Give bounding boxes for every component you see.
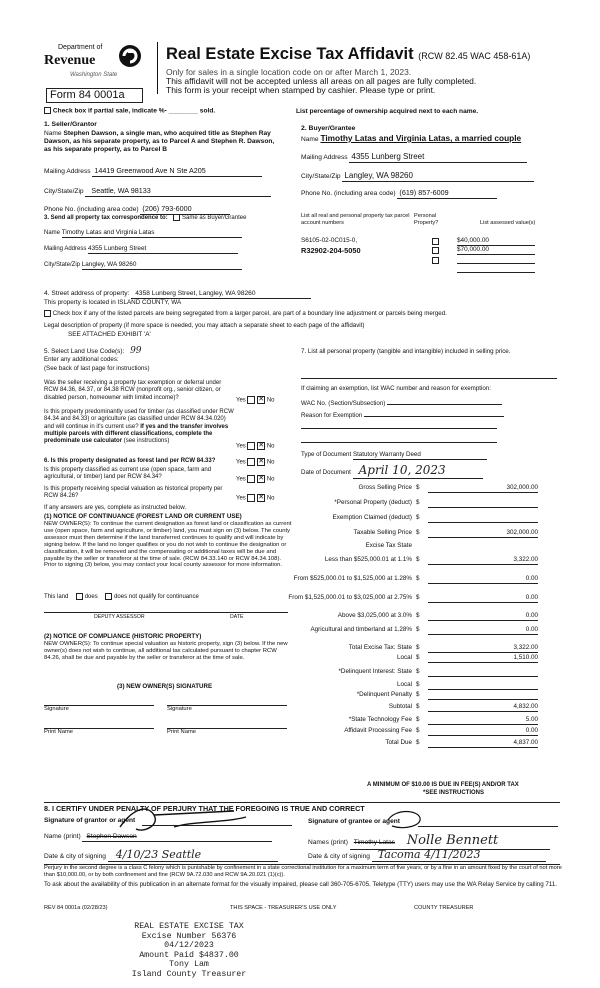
assessed-value[interactable] [457,256,535,264]
new-owner-sig-heading: (3) NEW OWNER(S) SIGNATURE [117,683,213,690]
corr-name-row [44,229,284,238]
corr-mailing-label: Mailing Address [44,246,87,252]
question-exemption-text: Was the seller receiving a property tax exemption or deferral under RCW 84.36, 84.37, or 84.38 RCW (nonprofit org., senior citizen, or disabled person, homeowner with limited income)? [44,380,222,401]
parcel-col2-header: Personal Property? [414,213,439,226]
assessed-value-extra[interactable] [457,271,535,273]
corr-city-value[interactable]: Langley, WA 98260 [82,261,242,270]
dollar-sign: $ [416,612,420,619]
partial-sale-row [44,107,215,115]
grantor-date-row [44,848,304,862]
header-divider [157,42,158,94]
name-print-label: Name (print) [44,833,81,840]
tax-row-amount[interactable]: 1,510.00 [428,654,538,663]
dor-emblem-icon [116,44,146,68]
yes-checkbox[interactable] [247,442,255,450]
tax-row-label: *Personal Property (deduct) [334,499,412,506]
doc-type-row [301,451,487,460]
perjury-note: Perjury in the second degree is a class C felony which is punishable by confinement in a state correctional institution for a maximum term of five years, or by a fine in an amount fixed by the court of not more than $10,000.00, or by both confinement and fine (RCW 9A.72.030 and RCW 9A.20.021 (1)(c)). [44,865,562,878]
tax-row-amount[interactable]: 0.00 [428,626,538,635]
buyer-city-value[interactable]: Langley, WA 98260 [342,171,534,182]
deputy-date-label: DATE [230,614,244,620]
tax-row-label: *Delinquent Interest: State [338,668,412,675]
tax-row [300,626,562,636]
grantee-signature-row [308,818,563,830]
reason-row [301,410,504,420]
tax-row-label: From $525,000.01 to $1,525,000 at 1.28% [293,575,412,582]
dollar-sign: $ [416,575,420,582]
seller-mailing-label: Mailing Address [44,168,91,175]
doc-date-label: Date of Document [301,469,351,476]
yes-label: Yes [236,459,246,466]
no-checkbox-checked[interactable]: ✕ [258,475,265,482]
parcel-col3-header: List assessed value(s) [480,220,536,226]
segregated-row [44,310,447,318]
county-treasurer: COUNTY TREASURER [414,905,474,911]
tax-row-label: Excise Tax State [365,542,412,549]
does-not-label: does not qualify for continuance [114,594,199,601]
treasurer-stamp [124,922,254,980]
located-text: This property is located in ISLAND COUNTY, WA [44,299,182,306]
names-print-handwritten: Nolle Bennett [406,833,499,848]
seller-city-value[interactable]: Seattle, WA 98133 [85,187,271,197]
deputy-assessor-line [44,612,288,620]
tax-row-label: Gross Selling Price [358,484,412,491]
yes-no-group [236,494,274,503]
no-checkbox-checked[interactable]: ✕ [258,442,265,449]
seller-city-row [44,187,284,197]
yes-no-group [236,475,274,484]
question-timber-text [44,409,234,446]
tax-row-label: *Delinquent Penalty [356,691,412,698]
question-current-use [44,467,294,482]
yes-checkbox[interactable] [247,494,255,502]
alt-format-note: To ask about the availability of this publication in an alternate format for the visually impaired, please call 360-705-6705. Teletype (TTY) users may use the WA Relay Service by calling 711. [44,881,558,888]
land-use-code[interactable]: 99 [130,346,142,356]
correspondence-heading: 3. Send all property tax correspondence to: [44,215,168,222]
tax-row [300,484,562,494]
percent-owner-note: List percentage of ownership acquired next to each name. [296,108,479,115]
no-checkbox-checked[interactable]: ✕ [258,458,265,465]
no-label: No [266,459,275,466]
assessed-value[interactable]: $70,000.00 [457,246,535,255]
tax-row [293,575,562,585]
tax-row-label: From $1,525,000.01 to $3,025,000 at 2.75% [288,594,412,601]
tax-row [300,691,562,701]
buyer-name-value[interactable]: Timothy Latas and Virginia Latas, a married couple [320,133,522,143]
continuance-heading: (1) NOTICE OF CONTINUANCE (FOREST LAND OR CURRENT USE) [44,513,242,520]
stamp-line1: REAL ESTATE EXCISE TAX [134,922,244,931]
corr-name-value[interactable]: Timothy Latas and Virginia Latas [62,229,242,238]
stamp-line5: Tony Lam [169,960,209,970]
tax-row-amount[interactable]: 0.00 [428,727,538,736]
tax-row [300,542,562,552]
see-back: (See back of last page for instructions) [44,365,150,372]
tax-row-amount[interactable]: 4,837.00 [428,739,538,748]
tax-row-amount[interactable] [428,691,538,700]
doc-date-value[interactable]: April 10, 2023 [353,463,483,479]
dollar-sign: $ [416,654,420,661]
corr-mailing-value[interactable]: 4355 Lunberg Street [88,245,238,254]
corr-city-row [44,261,284,270]
q2-text: Is this property predominantly used for timber (as classified under RCW 84.34 and 84.33) or agriculture (as classified under RCW 84.34.020) and will continue in it's current use? [44,409,234,430]
parcel-number[interactable]: R32902-204-5050 [301,246,361,255]
tax-row [300,654,562,664]
reason-input[interactable] [364,410,504,417]
buyer-mailing-label: Mailing Address [301,154,348,161]
buyer-phone-row [301,189,551,199]
personal-property-line[interactable] [301,378,557,379]
legal-exhibit: SEE ATTACHED EXHIBIT 'A' [68,331,151,338]
question-forest-text: 6. Is this property designated as forest land per RCW 84.33? [44,458,216,464]
tax-row-amount[interactable]: 4,832.00 [428,703,538,712]
tax-row [300,668,562,678]
new-owner-sig-row [44,705,289,715]
seller-name-block [44,130,282,154]
no-checkbox-checked[interactable]: ✕ [258,396,265,403]
tax-row-label: Taxable Selling Price [353,529,412,536]
street-row [44,290,564,299]
tax-row-amount[interactable] [428,668,538,677]
yes-no-group [236,442,274,451]
tax-row-amount[interactable]: 302,000.00 [428,529,538,538]
names-print-label: Names (print) [308,839,348,846]
grantee-signature-scribble [384,808,424,832]
seller-mailing-value[interactable]: 14419 Greenwood Ave N Ste A205 [92,167,262,177]
land-use-label: 5. Select Land Use Code(s): [44,348,125,355]
see-instructions-note: *SEE INSTRUCTIONS [423,790,485,796]
additional-codes: Enter any additional codes: [44,356,119,363]
no-checkbox-checked[interactable]: ✕ [258,494,265,501]
buyer-phone-value[interactable]: (619) 857-6009 [397,189,497,199]
dollar-sign: $ [416,681,420,688]
form-rcw: (RCW 82.45 WAC 458-61A) [418,51,531,61]
wac-label: WAC No. (Section/Subsection) [301,400,386,407]
print-name-label: Print Name [44,729,73,735]
corr-mailing-row [44,245,284,254]
does-label: does [84,594,98,601]
parcel-number[interactable]: S6105-02-0C015-0, [301,237,358,244]
tax-row [300,556,562,566]
date-city-label: Date & city of signing [44,853,106,860]
dept-line2: Revenue [44,53,96,68]
header-line2: This affidavit will not be accepted unless all areas on all pages are fully completed. [166,76,477,86]
tax-row-label: *State Technology Fee [348,716,412,723]
doc-type-label: Type of Document [301,451,352,458]
buyer-name-label: Name [301,136,319,143]
personal-property-label: 7. List all personal property (tangible and intangible) included in selling price. [301,348,511,355]
this-land-label: This land [44,594,69,601]
seller-name-value[interactable]: Stephen Dawson, a single man, who acquired title as Stephen Ray Dawson, as his separate property, as to Parcel A and Stephen R. Dawson, as his separate property, as to Parcel B [44,130,275,154]
signature-label: Signature [167,706,192,712]
form-number-box [46,88,143,103]
yes-label: Yes [236,443,246,450]
dollar-sign: $ [416,644,420,651]
name-print-value[interactable]: Stephen Dawson [82,833,272,842]
form-title-text: Real Estate Excise Tax Affidavit [166,45,414,63]
no-label: No [266,476,275,483]
question-historic [44,486,294,501]
parcel-col1-header: List all real and personal property tax parcel account numbers [301,213,410,226]
dollar-sign: $ [416,594,420,601]
min-fee-note: A MINIMUM OF $10.00 IS DUE IN FEE(S) AND/OR TAX [367,782,519,788]
tax-row-label: Above $3,025,000 at 3.0% [337,612,412,619]
same-as-buyer-checkbox[interactable] [173,214,180,221]
wac-row [301,398,502,408]
reason-label: Reason for Exemption [301,412,363,419]
treasurer-only: THIS SPACE - TREASURER'S USE ONLY [230,905,337,911]
corr-city-label: City/State/Zip [44,262,81,268]
grantor-signature-label: Signature of grantor or agent [44,817,136,824]
wac-input[interactable] [387,398,502,405]
dollar-sign: $ [416,703,420,710]
date-city-seller[interactable]: 4/10/23 Seattle [108,848,278,862]
corr-name-label: Name [44,230,61,236]
new-owner-print-row [44,728,289,738]
dollar-sign: $ [416,668,420,675]
tax-row [300,499,562,509]
seller-name-label: Name [44,130,62,137]
dollar-sign: $ [416,499,420,506]
no-label: No [266,495,275,502]
legal-description-label: Legal description of property (if more space is needed, you may attach a separate sheet to each page of the affidavit) [44,322,365,329]
continuance-body: NEW OWNER(S): To continue the current designation as forest land or classification as current use (open space, farm and agriculture, or timber) land, you must sign on (3) below. The county assessor must then determine if the land transferred continues to qualify and will indicate by signing below. If the land no longer qualifies or you do not wish to continue the designation or classification, it will be removed and the compensating or additional taxes will be due and payable by the seller or transferor at the time of sale. (RCW 84.33.140 or RCW 84.34.108). Prior to signing (3) below, you may contact your local county assessor for more information. [44,521,292,569]
tax-row [300,529,562,539]
yes-checkbox[interactable] [247,458,255,466]
parcel-row-3 [301,256,561,266]
tax-row-label: Exemption Claimed (deduct) [332,514,412,521]
tax-row-label: Agricultural and timberland at 1.28% [310,626,412,633]
tax-row [300,727,562,737]
compliance-body: NEW OWNER(S): To continue special valuation as historic property, sign (3) below. If the new owner(s) does not wish to continue, all additional tax calculated pursuant to chapter RCW 84.26, shall be due and payable by the seller or transferor at the time of sale. [44,641,288,661]
yes-label: Yes [236,397,246,404]
dor-logo [44,44,154,86]
tax-row-amount[interactable]: 302,000.00 [428,484,538,493]
continuance-qualify-row [44,593,199,601]
same-as-buyer-label: Same as Buyer/Grantee [182,215,247,222]
form-revision: REV 84 0001a (02/28/23) [44,905,108,911]
stamp-line4: Amount Paid $4837.00 [139,950,239,960]
buyer-mailing-value[interactable]: 4355 Lunberg Street [349,152,527,163]
assessed-value[interactable]: $40,000.00 [457,237,535,246]
header-line1: Only for sales in a single location code on or after March 1, 2023. [166,67,412,77]
tax-row-amount[interactable]: 0.00 [428,594,538,603]
form-number: Form 84 0001a [50,89,125,101]
tax-row-amount[interactable] [428,514,538,523]
tax-row [300,681,562,691]
q2c-text: (see instructions) [123,438,170,445]
yes-no-group [236,396,274,405]
certify-heading: 8. I CERTIFY UNDER PENALTY OF PERJURY THAT THE FOREGOING IS TRUE AND CORRECT [44,804,365,813]
question-forest [44,458,294,465]
grantor-signature-scribble [114,803,254,837]
dollar-sign: $ [416,727,420,734]
print-name-label: Print Name [167,729,196,735]
grantor-signature-row [44,817,304,829]
does-checkbox[interactable] [76,593,83,600]
tax-row [288,594,562,604]
tax-row-amount[interactable]: 5.00 [428,716,538,725]
dollar-sign: $ [416,691,420,698]
dept-line1: Department of [58,44,103,51]
form-title [166,44,530,64]
yes-label: Yes [236,476,246,483]
dept-line3: Washington State [70,72,118,78]
grantee-signature-line[interactable] [418,826,558,827]
question-timber [44,409,294,450]
does-not-checkbox[interactable] [105,593,112,600]
grantee-date-row [308,848,564,862]
street-label: 4. Street address of property: [44,290,130,297]
any-yes-note: If any answers are yes, complete as instructed below. [44,505,187,511]
grantor-name-row [44,833,304,842]
buyer-name-row [301,133,563,144]
buyer-mailing-row [301,152,551,163]
seller-phone-label: Phone No. (including area code) [44,206,139,213]
tax-row-amount[interactable] [428,499,538,508]
buyer-heading: 2. Buyer/Grantee [301,125,356,132]
question-historic-text: Is this property receiving special valuation as historical property per RCW 84.26? [44,486,223,500]
date-city-buyer[interactable]: Tacoma 4/11/2023 [372,848,546,862]
dollar-sign: $ [416,556,420,563]
tax-row-amount[interactable]: 3,322.00 [428,556,538,565]
no-label: No [266,397,275,404]
q2b-text: If yes and the transfer involves multiple parcels with different classifications, complete the predominate use calculator [44,423,229,445]
doc-date-row [301,463,483,479]
partial-sale-label: Check box if partial sale, indicate %- ________ sold. [52,107,216,115]
tax-row-label: Local [396,654,412,661]
tax-row-label: Less than $525,000.01 at 1.1% [324,556,412,563]
stamp-line6: Island County Treasurer [131,970,247,980]
exemption-label: If claiming an exemption, list WAC number and reason for exemption: [301,385,491,392]
date-city-label: Date & city of signing [308,853,370,860]
tax-row-amount[interactable] [428,681,538,690]
yes-no-group [236,458,274,467]
tax-row-label: Local [396,681,412,688]
tax-row-amount[interactable]: 3,322.00 [428,644,538,653]
yes-checkbox[interactable] [247,475,255,483]
tax-row [300,703,562,713]
tax-row [300,739,562,749]
compliance-heading: (2) NOTICE OF COMPLIANCE (HISTORIC PROPERTY) [44,633,202,640]
seller-heading: 1. Seller/Grantor [44,121,97,128]
segregated-label: Check box if any of the listed parcels are being segregated from a larger parcel, are part of a boundary line adjustment or parcels being merged. [52,310,447,318]
dollar-sign: $ [416,739,420,746]
segregated-checkbox[interactable] [44,310,51,317]
reason-line-3[interactable] [301,442,497,443]
stamp-line3: 04/12/2023 [164,941,214,951]
stamp-line2: Excise Number 56376 [141,931,237,941]
correspondence-heading-row [44,214,246,222]
dollar-sign: $ [416,529,420,536]
seller-mailing-row [44,167,284,177]
personal-property-checkbox[interactable] [432,247,439,254]
dollar-sign: $ [416,484,420,491]
reason-line-2[interactable] [301,428,497,429]
signature-label: Signature [44,706,69,712]
yes-label: Yes [236,495,246,502]
tax-row-amount[interactable]: 0.00 [428,612,538,621]
tax-row-label: Subtotal [388,703,412,710]
parcel-row-2 [301,246,561,256]
buyer-phone-label: Phone No. (including area code) [301,190,396,197]
tax-row [300,514,562,524]
dollar-sign: $ [416,716,420,723]
buyer-city-label: City/State/Zip [301,173,341,180]
buyer-city-row [301,171,551,182]
personal-property-checkbox[interactable] [432,238,439,245]
yes-checkbox[interactable] [247,396,255,404]
tax-row-label: Affidavit Processing Fee [344,727,412,734]
grantee-signature-label: Signature of grantee or agent [308,818,400,825]
seller-city-label: City/State/Zip [44,188,84,195]
question-current-use-text: Is this property classified as current use (open space, farm and agricultural, or timber) land per RCW 84.34? [44,467,212,481]
partial-sale-checkbox[interactable] [44,107,51,114]
personal-property-checkbox[interactable] [432,257,439,264]
question-exemption [44,380,294,402]
tax-row-amount[interactable]: 0.00 [428,575,538,584]
tax-row [300,612,562,622]
dollar-sign: $ [416,626,420,633]
seller-phone-value[interactable]: (206) 793-6000 [140,205,230,215]
deputy-assessor-label: DEPUTY ASSESSOR [94,614,145,620]
doc-type-value[interactable]: Statutory Warranty Deed [353,451,487,460]
tax-row [300,644,562,654]
tax-row-label: Total Due [385,739,412,746]
street-value[interactable]: 4358 Lunberg Street, Langley, WA 98260 [131,290,311,299]
header-line3: This form is your receipt when stamped by cashier. Please type or print. [166,85,436,95]
names-print-typed: Timothy Latas [353,839,395,846]
dollar-sign: $ [416,514,420,521]
tax-row-label: Total Excise Tax: State [348,644,412,651]
no-label: No [266,443,275,450]
tax-row [300,716,562,726]
